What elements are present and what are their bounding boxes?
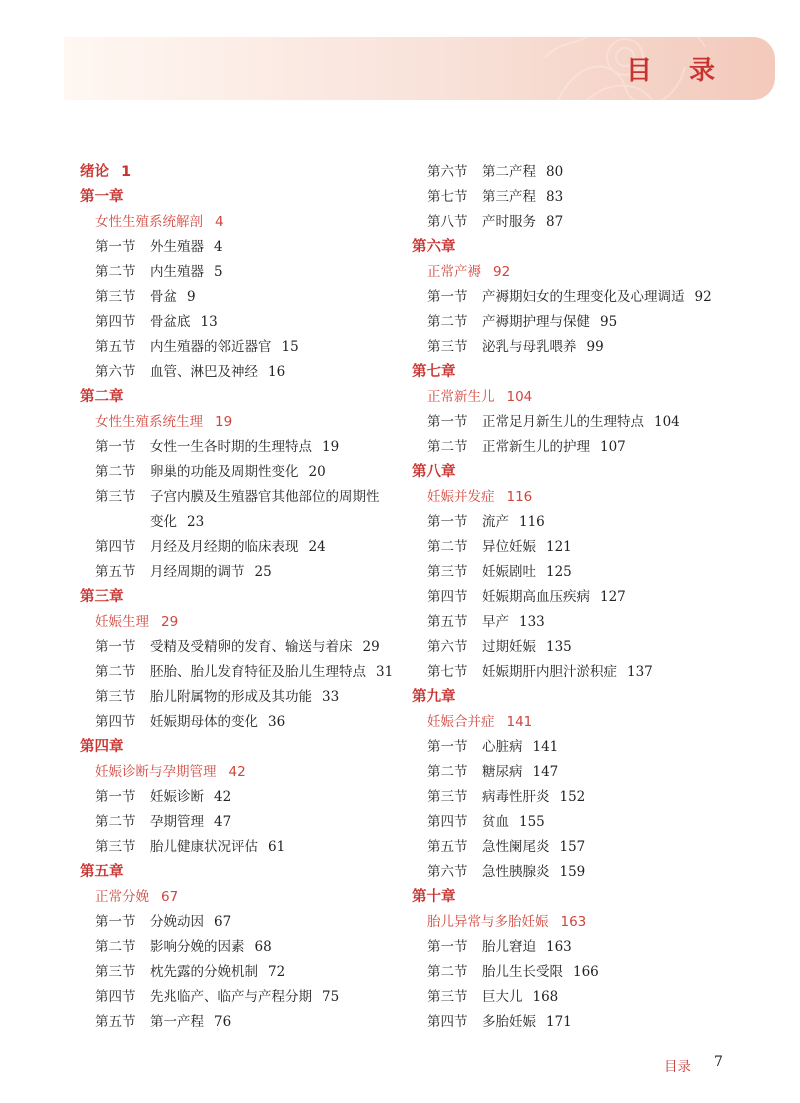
entry-title: 绪论	[80, 164, 109, 180]
entry-title: 过期妊娠	[482, 639, 536, 655]
toc-section	[412, 410, 742, 435]
section-label: 第二节	[95, 464, 136, 480]
toc-section	[412, 435, 742, 460]
entry-title: 正常足月新生儿的生理特点	[482, 414, 644, 430]
page-number: 36	[268, 714, 286, 730]
page-number: 141	[506, 714, 533, 730]
page-number: 133	[519, 614, 545, 630]
page-number: 152	[559, 789, 586, 805]
entry-title: 影响分娩的因素	[150, 939, 245, 955]
page-number: 20	[308, 464, 326, 480]
entry-title: 第六章	[412, 239, 456, 255]
section-label: 第二节	[427, 314, 468, 330]
page-number: 68	[254, 939, 272, 955]
entry-title: 第五章	[80, 864, 124, 880]
entry-title: 第八章	[412, 464, 456, 480]
toc-section	[80, 235, 410, 260]
page-number: 19	[322, 439, 340, 455]
page-number: 19	[215, 414, 233, 430]
toc-section	[80, 535, 410, 560]
page-number: 5	[214, 264, 223, 280]
entry-title: 妊娠期母体的变化	[150, 714, 258, 730]
toc-part	[412, 910, 742, 935]
page-number: 135	[546, 639, 572, 655]
section-label: 第二节	[427, 539, 468, 555]
page-number: 163	[546, 939, 572, 955]
page-number: 95	[600, 314, 618, 330]
entry-title: 第二章	[80, 389, 124, 405]
toc-section	[412, 535, 742, 560]
footer-label: 目录	[664, 1059, 691, 1075]
toc-section	[412, 735, 742, 760]
page-number: 83	[546, 189, 564, 205]
page-number: 76	[214, 1014, 232, 1030]
toc-section	[412, 835, 742, 860]
section-label: 第四节	[427, 1014, 468, 1030]
section-label: 第二节	[95, 264, 136, 280]
page-title: 目 录	[625, 56, 729, 86]
toc-section	[412, 1010, 742, 1035]
page-number: 171	[546, 1014, 572, 1030]
toc-section	[80, 285, 410, 310]
entry-title: 女性生殖系统解剖	[95, 214, 203, 230]
entry-title: 枕先露的分娩机制	[150, 964, 258, 980]
section-label: 第三节	[427, 989, 468, 1005]
page-number: 116	[519, 514, 545, 530]
toc-section	[80, 785, 410, 810]
toc-part	[80, 760, 410, 785]
page-number: 99	[586, 339, 604, 355]
page-number: 13	[200, 314, 218, 330]
section-label: 第一节	[427, 289, 468, 305]
toc-part	[80, 885, 410, 910]
section-label: 第三节	[95, 289, 136, 305]
section-label: 第五节	[95, 339, 136, 355]
page-number: 9	[187, 289, 196, 305]
page-number: 1	[121, 164, 132, 180]
entry-title: 糖尿病	[482, 764, 523, 780]
entry-title: 第三章	[80, 589, 124, 605]
section-label: 第二节	[427, 439, 468, 455]
page-number: 67	[214, 914, 232, 930]
toc-section	[412, 785, 742, 810]
toc-chapter	[412, 685, 742, 710]
toc-part	[412, 710, 742, 735]
page-number: 72	[268, 964, 286, 980]
page-number: 116	[506, 489, 533, 505]
toc-section	[412, 310, 742, 335]
toc-section	[412, 160, 742, 185]
page-number: 155	[519, 814, 545, 830]
toc-section	[80, 560, 410, 585]
section-label: 第四节	[95, 989, 136, 1005]
entry-title: 第一章	[80, 189, 124, 205]
section-label: 第三节	[427, 564, 468, 580]
toc-chapter	[412, 885, 742, 910]
toc-section	[412, 960, 742, 985]
entry-title: 贫血	[482, 814, 509, 830]
entry-title: 病毒性肝炎	[482, 789, 550, 805]
entry-title: 妊娠期肝内胆汁淤积症	[482, 664, 617, 680]
page-number: 166	[573, 964, 599, 980]
entry-title: 流产	[482, 514, 509, 530]
toc-section	[412, 935, 742, 960]
toc-part	[412, 485, 742, 510]
toc-chapter	[412, 460, 742, 485]
page-number: 75	[322, 989, 340, 1005]
entry-title: 卵巢的功能及周期性变化	[150, 464, 299, 480]
toc-part	[412, 385, 742, 410]
entry-title: 胎儿生长受限	[482, 964, 563, 980]
entry-title: 分娩动因	[150, 914, 204, 930]
entry-title: 胚胎、胎儿发育特征及胎儿生理特点	[150, 664, 366, 680]
page-number: 107	[600, 439, 626, 455]
page-number: 42	[214, 789, 232, 805]
page-number: 137	[627, 664, 653, 680]
toc-section	[80, 835, 410, 860]
page-number: 4	[214, 239, 223, 255]
entry-title: 子宫内膜及生殖器官其他部位的周期性	[150, 489, 380, 505]
toc-section	[412, 860, 742, 885]
toc-part	[80, 210, 410, 235]
entry-title: 妊娠诊断与孕期管理	[95, 764, 217, 780]
section-label: 第二节	[427, 764, 468, 780]
toc-section	[412, 585, 742, 610]
toc-section	[80, 985, 410, 1010]
section-label: 第三节	[427, 789, 468, 805]
page-number: 159	[559, 864, 586, 880]
entry-title: 产时服务	[482, 214, 536, 230]
section-label: 第一节	[427, 739, 468, 755]
toc-chapter	[80, 585, 410, 610]
page-number: 15	[281, 339, 299, 355]
toc-right-column	[412, 160, 742, 1035]
toc-section	[80, 935, 410, 960]
entry-title: 女性生殖系统生理	[95, 414, 203, 430]
page-number: 147	[532, 764, 559, 780]
toc-section	[412, 185, 742, 210]
toc-section	[80, 435, 410, 460]
entry-title: 妊娠并发症	[427, 489, 495, 505]
page-number: 42	[228, 764, 246, 780]
page-number: 104	[506, 389, 533, 405]
toc-section	[80, 485, 410, 510]
entry-title: 第四章	[80, 739, 124, 755]
toc-section	[80, 910, 410, 935]
section-label: 第三节	[95, 689, 136, 705]
entry-title: 先兆临产、临产与产程分期	[150, 989, 312, 1005]
section-label: 第八节	[427, 214, 468, 230]
entry-title: 多胎妊娠	[482, 1014, 536, 1030]
section-label: 第四节	[95, 539, 136, 555]
toc-section	[80, 260, 410, 285]
entry-title: 骨盆底	[150, 314, 191, 330]
toc-chapter	[80, 185, 410, 210]
toc-section	[80, 710, 410, 735]
entry-title: 产褥期妇女的生理变化及心理调适	[482, 289, 685, 305]
section-label: 第一节	[427, 514, 468, 530]
toc-part	[80, 610, 410, 635]
section-label: 第一节	[95, 239, 136, 255]
toc-section	[80, 660, 410, 685]
toc-section	[412, 760, 742, 785]
toc-section	[412, 560, 742, 585]
section-label: 第二节	[95, 814, 136, 830]
toc-section	[80, 635, 410, 660]
toc-section	[412, 610, 742, 635]
toc-chapter	[80, 735, 410, 760]
toc-section	[412, 810, 742, 835]
section-label: 第六节	[427, 164, 468, 180]
section-label: 第四节	[95, 714, 136, 730]
toc-part	[412, 260, 742, 285]
entry-title: 正常分娩	[95, 889, 149, 905]
page-number: 24	[308, 539, 326, 555]
toc-chapter	[412, 360, 742, 385]
section-label: 第四节	[427, 589, 468, 605]
entry-title: 妊娠生理	[95, 614, 149, 630]
section-label: 第四节	[427, 814, 468, 830]
toc-section	[80, 360, 410, 385]
entry-title: 妊娠剧吐	[482, 564, 536, 580]
section-label: 第三节	[427, 339, 468, 355]
page-number: 80	[546, 164, 564, 180]
section-label: 第七节	[427, 189, 468, 205]
toc-chapter	[412, 235, 742, 260]
entry-title: 孕期管理	[150, 814, 204, 830]
entry-title: 正常产褥	[427, 264, 481, 280]
toc-prelim	[80, 160, 410, 185]
toc-section	[412, 985, 742, 1010]
section-label: 第五节	[427, 614, 468, 630]
page-number: 87	[546, 214, 564, 230]
entry-title: 产褥期护理与保健	[482, 314, 590, 330]
page-number: 67	[161, 889, 179, 905]
section-label: 第一节	[427, 414, 468, 430]
entry-title: 异位妊娠	[482, 539, 536, 555]
entry-title: 受精及受精卵的发育、输送与着床	[150, 639, 353, 655]
section-label: 第一节	[95, 914, 136, 930]
toc-section	[412, 660, 742, 685]
entry-title: 月经及月经期的临床表现	[150, 539, 299, 555]
toc-left-column	[80, 160, 410, 1035]
toc-section	[412, 285, 742, 310]
entry-title: 第一产程	[150, 1014, 204, 1030]
entry-title: 妊娠期高血压疾病	[482, 589, 590, 605]
page-number: 29	[362, 639, 380, 655]
page-number: 92	[493, 264, 511, 280]
toc-section	[80, 310, 410, 335]
entry-title: 正常新生儿的护理	[482, 439, 590, 455]
section-label: 第三节	[95, 964, 136, 980]
section-label: 第一节	[95, 439, 136, 455]
section-label: 第五节	[95, 564, 136, 580]
section-label: 第一节	[95, 639, 136, 655]
entry-title: 急性胰腺炎	[482, 864, 550, 880]
entry-title: 血管、淋巴及神经	[150, 364, 258, 380]
page-number: 163	[560, 914, 587, 930]
entry-title: 正常新生儿	[427, 389, 495, 405]
entry-title: 女性一生各时期的生理特点	[150, 439, 312, 455]
toc-section	[80, 1010, 410, 1035]
page-number: 125	[546, 564, 572, 580]
section-label: 第六节	[427, 639, 468, 655]
page-number: 33	[322, 689, 340, 705]
section-label: 第三节	[95, 489, 136, 505]
footer-page-number: 7	[714, 1054, 723, 1070]
entry-title: 胎儿窘迫	[482, 939, 536, 955]
page-number: 16	[268, 364, 286, 380]
toc-section	[412, 635, 742, 660]
toc-section	[80, 960, 410, 985]
header-banner	[64, 37, 775, 100]
entry-title: 内生殖器	[150, 264, 204, 280]
entry-title: 妊娠诊断	[150, 789, 204, 805]
page-number: 92	[694, 289, 712, 305]
entry-title: 巨大儿	[482, 989, 523, 1005]
toc-part	[80, 410, 410, 435]
entry-title: 骨盆	[150, 289, 177, 305]
entry-title: 第十章	[412, 889, 456, 905]
section-label: 第六节	[95, 364, 136, 380]
section-label: 第七节	[427, 664, 468, 680]
page-number: 141	[532, 739, 559, 755]
section-label: 第三节	[95, 839, 136, 855]
entry-title: 第七章	[412, 364, 456, 380]
page-number: 4	[215, 214, 224, 230]
section-label: 第一节	[95, 789, 136, 805]
entry-title: 第三产程	[482, 189, 536, 205]
section-label: 第五节	[95, 1014, 136, 1030]
entry-title: 早产	[482, 614, 509, 630]
toc-chapter	[80, 860, 410, 885]
section-label: 第二节	[95, 939, 136, 955]
toc-section	[80, 335, 410, 360]
toc-chapter	[80, 385, 410, 410]
toc-section	[412, 210, 742, 235]
entry-title: 心脏病	[482, 739, 523, 755]
toc-cont	[80, 510, 410, 535]
toc-section	[80, 460, 410, 485]
page-number: 23	[187, 514, 205, 530]
toc-section	[80, 810, 410, 835]
section-label: 第四节	[95, 314, 136, 330]
entry-title: 外生殖器	[150, 239, 204, 255]
section-label: 第一节	[427, 939, 468, 955]
entry-title: 胎儿附属物的形成及其功能	[150, 689, 312, 705]
page-number: 127	[600, 589, 626, 605]
page-number: 121	[546, 539, 572, 555]
section-label: 第五节	[427, 839, 468, 855]
page-number: 61	[268, 839, 286, 855]
entry-title: 胎儿异常与多胎妊娠	[427, 914, 549, 930]
page-number: 25	[254, 564, 272, 580]
toc-section	[80, 685, 410, 710]
entry-title: 妊娠合并症	[427, 714, 495, 730]
entry-title: 急性阑尾炎	[482, 839, 550, 855]
page-number: 47	[214, 814, 232, 830]
page-number: 168	[532, 989, 559, 1005]
toc-section	[412, 335, 742, 360]
entry-title: 胎儿健康状况评估	[150, 839, 258, 855]
entry-title: 泌乳与母乳喂养	[482, 339, 577, 355]
entry-title: 内生殖器的邻近器官	[150, 339, 272, 355]
section-label: 第二节	[95, 664, 136, 680]
entry-title: 变化	[150, 514, 177, 530]
section-label: 第二节	[427, 964, 468, 980]
page-number: 31	[376, 664, 394, 680]
entry-title: 第九章	[412, 689, 456, 705]
entry-title: 第二产程	[482, 164, 536, 180]
entry-title: 月经周期的调节	[150, 564, 245, 580]
section-label: 第六节	[427, 864, 468, 880]
page-number: 104	[654, 414, 680, 430]
page-number: 157	[559, 839, 586, 855]
page-number: 29	[161, 614, 179, 630]
toc-section	[412, 510, 742, 535]
